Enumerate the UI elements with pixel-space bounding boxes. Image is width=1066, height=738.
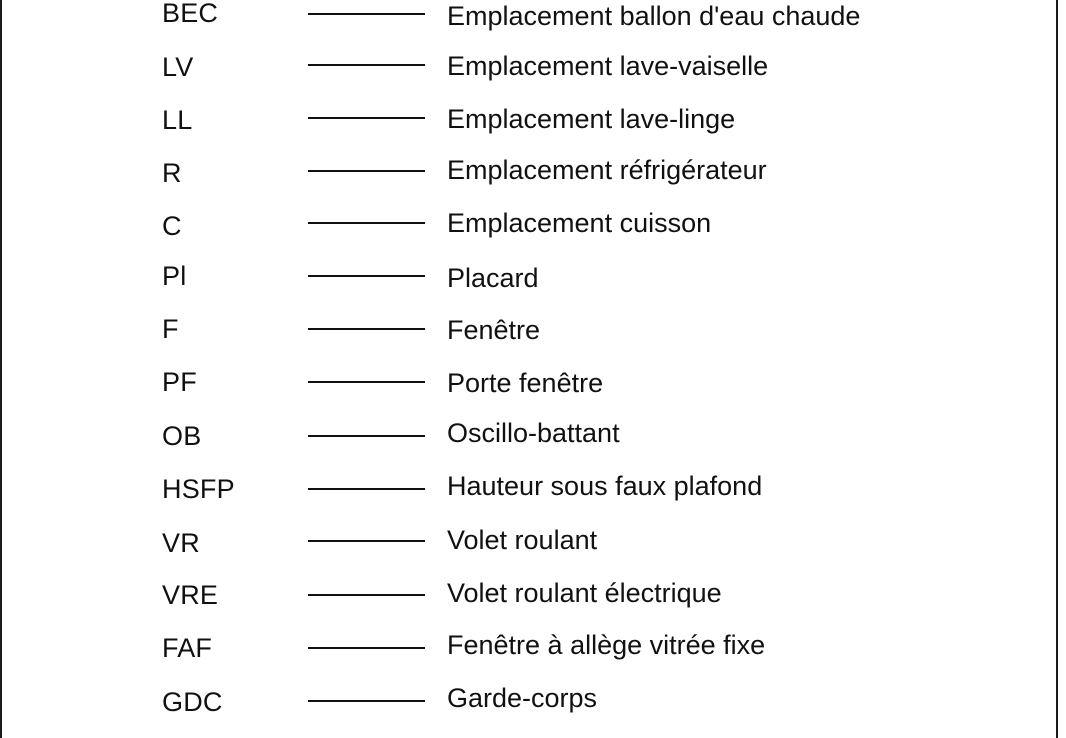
legend-code: BEC — [162, 0, 219, 28]
legend-code: VRE — [162, 580, 219, 610]
legend-label: Emplacement ballon d'eau chaude — [447, 1, 861, 31]
legend-code: PF — [162, 367, 197, 397]
legend-code: GDC — [162, 687, 223, 717]
legend-row — [0, 209, 1000, 249]
legend-dash — [308, 328, 425, 330]
legend-row — [0, 52, 1000, 92]
legend-dash — [308, 435, 425, 437]
legend-label: Fenêtre à allège vitrée fixe — [447, 630, 766, 660]
legend-row — [0, 367, 1000, 407]
legend-row — [0, 314, 1000, 354]
legend-row — [0, 685, 1000, 725]
legend-code: LV — [162, 52, 194, 82]
legend-label: Emplacement cuisson — [447, 208, 712, 238]
legend-code: F — [162, 314, 179, 344]
legend-row — [0, 420, 1000, 460]
legend-label: Fenêtre — [447, 315, 541, 345]
legend-dash — [308, 117, 425, 119]
legend-label: Porte fenêtre — [447, 368, 604, 398]
legend-label: Garde-corps — [447, 683, 598, 713]
legend-dash — [308, 700, 425, 702]
legend-dash — [308, 13, 425, 15]
legend-code: C — [162, 211, 182, 241]
legend-row — [0, 579, 1000, 619]
legend-row — [0, 104, 1000, 144]
legend-dash — [308, 488, 425, 490]
legend-row — [0, 0, 1000, 40]
legend-row — [0, 527, 1000, 567]
legend-label: Emplacement réfrigérateur — [447, 155, 767, 185]
legend-dash — [308, 647, 425, 649]
legend-row — [0, 473, 1000, 513]
legend-label: Volet roulant — [447, 525, 598, 555]
legend-dash — [308, 222, 425, 224]
legend-label: Emplacement lave-vaiselle — [447, 51, 769, 81]
legend-row — [0, 262, 1000, 302]
legend-code: Pl — [162, 261, 187, 291]
legend-label: Hauteur sous faux plafond — [447, 471, 763, 501]
legend-label: Volet roulant électrique — [447, 578, 722, 608]
legend-dash — [308, 170, 425, 172]
legend-code: FAF — [162, 633, 213, 663]
legend-dash — [308, 594, 425, 596]
legend-dash — [308, 275, 425, 277]
legend-dash — [308, 64, 425, 66]
legend-label: Oscillo-battant — [447, 418, 620, 448]
legend-row — [0, 632, 1000, 672]
legend-code: VR — [162, 528, 200, 558]
legend-dash — [308, 540, 425, 542]
legend-code: HSFP — [162, 474, 235, 504]
legend-dash — [308, 381, 425, 383]
legend-code: OB — [162, 421, 202, 451]
legend-label: Emplacement lave-linge — [447, 104, 736, 134]
legend-code: LL — [162, 105, 193, 135]
legend-row — [0, 157, 1000, 197]
legend-label: Placard — [447, 263, 539, 293]
legend-code: R — [162, 158, 182, 188]
